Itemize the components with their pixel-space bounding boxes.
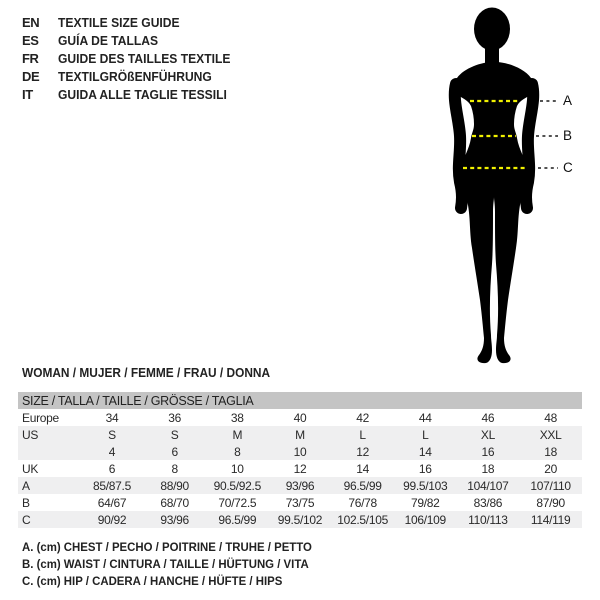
table-cell: 104/107 [457, 477, 520, 494]
table-cell: 44 [418, 410, 432, 425]
measurement-figure [400, 0, 600, 390]
table-cell: 10 [230, 461, 244, 476]
table-cell: L [331, 426, 394, 443]
lang-code: DE [22, 68, 40, 84]
torso-and-legs [453, 62, 534, 363]
table-cell: 99.5/103 [394, 477, 457, 494]
table-cell: 64/67 [97, 495, 127, 510]
table-cell: 93/96 [269, 477, 332, 494]
table-header: SIZE / TALLA / TAILLE / GRÖSSE / TAGLIA [18, 392, 582, 409]
legend-waist: B. (cm) WAIST / CINTURA / TAILLE / HÜFTUNG / VITA [22, 557, 309, 571]
row-label: C [18, 511, 81, 528]
table-cell: 16 [457, 443, 520, 460]
table-cell: 18 [481, 461, 495, 476]
lang-row-it [22, 85, 243, 103]
table-row [18, 443, 582, 460]
table-cell: 110/113 [457, 511, 520, 528]
table-cell: 40 [293, 410, 307, 425]
row-label: B [22, 495, 30, 510]
table-cell: 4 [81, 443, 144, 460]
left-arm [455, 84, 462, 208]
table-cell: 12 [331, 443, 394, 460]
table-cell: 14 [394, 443, 457, 460]
legend-chest: A. (cm) CHEST / PECHO / POITRINE / TRUHE / PETTO [22, 540, 312, 554]
table-cell: 20 [544, 461, 557, 476]
table-cell: 96.5/99 [331, 477, 394, 494]
table-row [18, 426, 582, 443]
lang-title: GUIDE DES TAILLES TEXTILE [58, 50, 231, 66]
table-cell: 102.5/105 [331, 511, 394, 528]
table-cell: 93/96 [143, 511, 206, 528]
lang-row-es [22, 31, 243, 49]
table-cell: 34 [105, 410, 119, 425]
table-cell: 36 [168, 410, 182, 425]
table-cell: 76/78 [348, 495, 377, 510]
lang-code: IT [22, 86, 33, 102]
table-cell: 107/110 [519, 477, 582, 494]
table-cell: 114/119 [519, 511, 582, 528]
table-cell: 6 [143, 443, 206, 460]
table-cell: 46 [481, 410, 495, 425]
table-cell: 18 [519, 443, 582, 460]
table-cell: 96.5/99 [206, 511, 269, 528]
table-cell: 88/90 [143, 477, 206, 494]
table-cell: 6 [108, 461, 116, 476]
table-cell: 8 [206, 443, 269, 460]
row-label: UK [22, 461, 39, 476]
table-cell: 85/87.5 [81, 477, 144, 494]
woman-silhouette [400, 0, 600, 390]
table-row [18, 409, 582, 426]
table-cell: 8 [171, 461, 178, 476]
lang-row-de [22, 67, 243, 85]
table-cell: 42 [356, 410, 369, 425]
table-cell: 83/86 [473, 495, 503, 510]
row-label: A [18, 477, 81, 494]
table-cell: 73/75 [285, 495, 315, 510]
hip-label: C [563, 160, 573, 175]
table-cell: 48 [544, 410, 557, 425]
table-cell: 68/70 [160, 495, 189, 510]
lang-title: TEXTILE SIZE GUIDE [58, 14, 180, 30]
woman-section-title: WOMAN / MUJER / FEMME / FRAU / DONNA [22, 366, 271, 380]
lang-title: GUÍA DE TALLAS [58, 32, 159, 48]
row-label: US [18, 426, 81, 443]
table-cell: L [394, 426, 457, 443]
chest-label: A [563, 93, 573, 108]
table-cell: XXL [519, 426, 582, 443]
table-cell: 10 [269, 443, 332, 460]
lang-code: EN [22, 14, 40, 30]
table-cell: XL [457, 426, 520, 443]
table-cell: 87/90 [536, 495, 565, 510]
table-header-row [18, 392, 582, 409]
legend-hip: C. (cm) HIP / CADERA / HANCHE / HÜFTE / HIPS [22, 574, 283, 588]
table-cell: 16 [418, 461, 432, 476]
table-row [18, 460, 582, 477]
table-cell: M [206, 426, 269, 443]
table-cell: S [143, 426, 206, 443]
row-label: Europe [22, 410, 59, 425]
lang-row-fr [22, 49, 243, 67]
table-cell: S [81, 426, 144, 443]
lang-title: TEXTILGRÖßENFÜHRUNG [58, 68, 212, 84]
table-cell: 14 [356, 461, 369, 476]
table-row [18, 494, 582, 511]
table-row [18, 477, 582, 494]
language-title-block [22, 13, 243, 103]
table-cell: 38 [230, 410, 244, 425]
table-cell: 90.5/92.5 [206, 477, 269, 494]
table-cell: 106/109 [394, 511, 457, 528]
table-cell: 12 [293, 461, 307, 476]
waist-label: B [563, 128, 573, 143]
table-cell: 90/92 [81, 511, 144, 528]
lang-code: ES [22, 32, 39, 48]
size-table-body [18, 409, 582, 528]
right-arm [526, 84, 533, 208]
lang-code: FR [22, 50, 39, 66]
table-cell: 99.5/102 [269, 511, 332, 528]
table-cell: 79/82 [411, 495, 440, 510]
row-label [18, 443, 81, 460]
size-table [18, 392, 582, 528]
lang-title: GUIDA ALLE TAGLIE TESSILI [58, 86, 227, 102]
table-row [18, 511, 582, 528]
table-cell: 70/72.5 [218, 495, 257, 510]
lang-row-en [22, 13, 243, 31]
measurement-legend [22, 539, 327, 590]
table-cell: M [269, 426, 332, 443]
